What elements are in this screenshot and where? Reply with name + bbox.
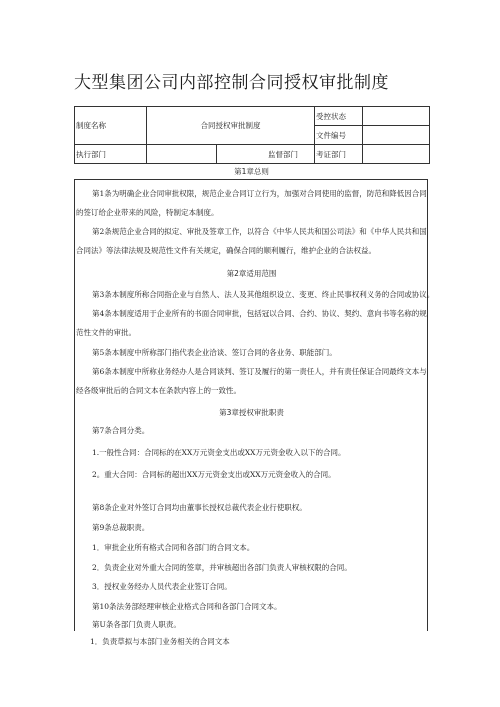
document-title: 大型集团公司内部控制合同授权审批制度: [74, 73, 389, 93]
chapter-2-heading: 第2章适用范围: [226, 269, 277, 278]
article-8: 第8条企业对外签订合同均由董事长授权总裁代表企业行使职权。: [92, 503, 307, 512]
article-5: 第5条本制度中所称部门指代表企业洽谈、签订合同的各业务、职能部门。: [92, 348, 337, 357]
article-4-line-1: 第4条本制度适用于企业所有的书面合同审批，包括冠以合同、合约、协议、契约、意向书等名称的规: [92, 309, 427, 318]
article-4-line-2: 范性文件的审批。: [76, 328, 136, 337]
chapter-3-heading: 第3章授权审批职责: [219, 408, 284, 417]
article-11: 第U条各部门负责人职责。: [92, 620, 181, 629]
verify-dept-label: 考证部门: [315, 145, 363, 164]
article-1-line-1: 第1条为明确企业合同审批权限，规范企业合同订立行为，加强对合同使用的监督，防范和降低因合同: [92, 189, 427, 198]
article-3: 第3条本制度所称合同指企业与自然人、法人及其他组织设立、变更、终止民事权利义务的合同或协议。: [92, 290, 435, 299]
article-9-item-3: 3．授权业务经办人员代表企业签订合同。: [92, 582, 232, 591]
article-7-item-1: 1.一般性合同：合同标的在XX万元资金支出或XX万元资金收入以下的合同。: [92, 448, 346, 457]
article-6-line-1: 第6条本制度中所称业务经办人是合同谈判、签订及履行的第一责任人，并有责任保证合同最终文本与: [92, 367, 427, 376]
article-1-line-2: 的签订给企业带来的风险，特制定本制度。: [76, 208, 219, 217]
article-9: 第9条总裁职责。: [92, 523, 150, 532]
exec-dept-value: [147, 145, 217, 164]
policy-name-value: 合同授权审批制度: [147, 107, 315, 145]
article-7-item-2: 2。重大合同：合同标的超出XX万元资金支出或XX万元资金收入的合同。: [92, 470, 336, 479]
article-9-item-2: 2．负责企业对外重大合同的签章，并审核超出各部门负责人审核权限的合同。: [92, 563, 352, 572]
article-7: 第7条合同分类。: [92, 426, 150, 435]
file-number-value: [363, 126, 430, 145]
header-info-table: [74, 106, 430, 164]
supervise-dept-label: 监督部门: [217, 145, 315, 164]
chapter-1-heading: 第1章总则: [234, 167, 269, 176]
policy-name-label: 制度名称: [75, 107, 147, 145]
controlled-status-value: [363, 107, 430, 126]
exec-dept-label: 执行部门: [75, 145, 147, 164]
article-2-line-1: 第2条规范企业合同的拟定、审批及签章工作，以符合《中华人民共和国公司法》和《中华人民共和国: [92, 227, 427, 236]
article-9-item-1: 1．审批企业所有格式合同和各部门的合同文本。: [92, 543, 255, 552]
controlled-status-label: 受控状态: [315, 107, 363, 126]
article-6-line-2: 经各级审批后的合同文本在条款内容上的一致性。: [76, 386, 241, 395]
article-11-item-1: 1．负责草拟与本部门业务相关的合同文本: [90, 637, 230, 646]
verify-dept-value: [363, 145, 430, 164]
article-10: 第10条法务部经理审核企业格式合同和各部门合同文本。: [92, 602, 282, 611]
article-2-line-2: 合同法》等法律法规及规范性文件有关规定，确保合同的顺利履行，维护企业的合法权益。: [76, 246, 376, 255]
file-number-label: 文件编号: [315, 126, 363, 145]
